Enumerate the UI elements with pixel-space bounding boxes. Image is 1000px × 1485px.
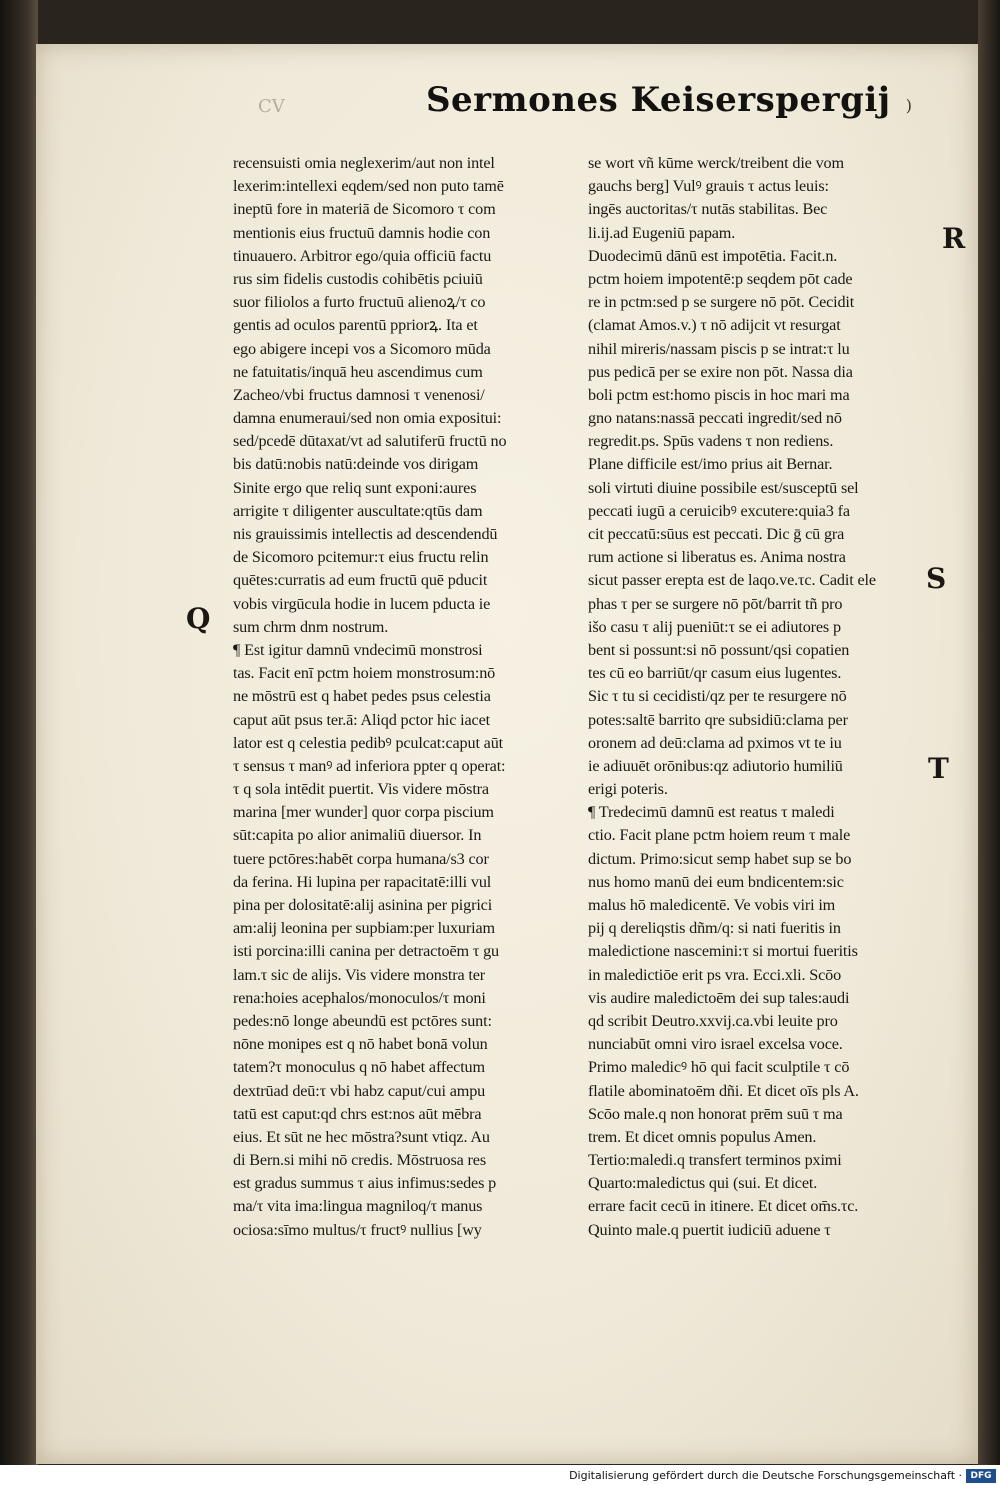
text-line: lator est q celestia pedibꝰ pculcat:caput aūt: [233, 733, 504, 752]
text-line: nus homo manū dei eum bndicentem:sic: [588, 872, 844, 891]
text-line: eius. Et sūt ne hec mōstra?sunt vtiqz. Au: [233, 1127, 490, 1146]
text-line: bent si possunt:si nō possunt/qsi copatien: [588, 640, 850, 659]
text-line: rus sim fidelis custodis cohibētis pciuiū: [233, 269, 483, 288]
text-line: pij q dereliqstis dñm/q: si nati fueritis in: [588, 919, 841, 938]
text-line: qd scribit Deutro.xxvij.ca.vbi leuite pro: [588, 1011, 838, 1030]
text-line: sed/pcedē dūtaxat/vt ad salutiferū fructū no: [233, 432, 507, 451]
text-line: ne fatuitatis/inquā heu ascendimus cum: [233, 362, 483, 381]
text-line: errare facit cecū in itinere. Et dicet om̄s.τc.: [588, 1197, 859, 1216]
text-line: tuere pctōres:habēt corpa humana/s3 cor: [233, 849, 489, 868]
text-line: caput aūt psus ter.ā: Aliqd pctor hic iacet: [233, 710, 490, 729]
text-line: τ sensus τ manꝰ ad inferiora ppter q operat:: [233, 756, 506, 775]
book-left-edge: [0, 0, 38, 1470]
text-line: Tertio:maledi.q transfert terminos pximi: [588, 1151, 842, 1170]
marginal-letter-q: Q: [186, 602, 211, 635]
text-line: malus hō maledicentē. Ve vobis viri im: [588, 896, 836, 914]
text-line: ociosa:sīmo multus/τ fructꝰ nullius [wy: [233, 1220, 482, 1239]
text-line: tatū est caput:qd chrs est:nos aūt mēbra: [233, 1104, 482, 1123]
text-line: Duodecimū dānū est impotētia. Facit.n.: [588, 246, 838, 265]
text-line: soli virtuti diuine possibile est/susceptū sel: [588, 478, 859, 497]
text-line: gentis ad oculos parentū ppriorꝝ. Ita et: [233, 316, 478, 335]
text-line: sum chrm dnm nostrum.: [233, 617, 389, 636]
text-line: suor filiolos a furto fructuū alienoꝝ/τ co: [233, 293, 486, 312]
text-line: τ q sola intēdit puertit. Vis videre mōstra: [233, 780, 489, 799]
text-line: gno natans:nassā peccati ingredit/sed nō: [588, 409, 842, 428]
text-line: vis audire maledictoēm dei sup tales:audi: [588, 988, 850, 1007]
text-line: Sinite ergo que reliq sunt exponi:aures: [233, 478, 477, 497]
text-line: pina per dolositatē:alij asinina per pigrici: [233, 896, 493, 914]
text-line: (clamat Amos.v.) τ nō adijcit vt resurgat: [588, 316, 841, 335]
book-page: [36, 44, 978, 1464]
text-line: est gradus summus τ aius infimus:sedes p: [233, 1174, 497, 1193]
dfg-logo: DFG: [966, 1469, 996, 1483]
book-right-edge: [978, 0, 1000, 1470]
text-line: arrigite τ diligenter auscultate:qtūs dam: [233, 501, 483, 520]
text-line: nunciabūt omni viro israel excelsa voce.: [588, 1035, 843, 1054]
text-line: pctm hoiem impotentē:p seqdem pōt cade: [588, 269, 853, 288]
text-line: regredit.ps. Spūs vadens τ non rediens.: [588, 432, 834, 451]
footer-credit: Digitalisierung gefördert durch die Deutsche Forschungsgemeinschaft ·: [569, 1469, 962, 1482]
text-line: ego abigere incepi vos a Sicomoro mūda: [233, 339, 491, 358]
text-line: isti porcina:illi canina per detractoēm τ gu: [233, 942, 500, 961]
text-line: cit peccatū:sūus est peccati. Dic ḡ cū gra: [588, 525, 845, 543]
marginal-letter-s: S: [926, 562, 947, 595]
text-line: Plane difficile est/imo prius ait Bernar.: [588, 455, 833, 474]
text-line: recensuisti omia neglexerim/aut non intel: [233, 154, 495, 172]
text-line: dextrūad deū:τ vbi habz caput/cui ampu: [233, 1081, 486, 1100]
text-line: in maledictiōe erit ps vra. Ecci.xli. Scōo: [588, 965, 842, 984]
text-line: di Bern.si mihi nō credis. Mōstruosa res: [233, 1151, 486, 1170]
text-line: Primo maledicꝰ hō qui facit sculptile τ cō: [588, 1058, 850, 1077]
text-line: nihil mireris/nassam piscis p se intrat:τ lu: [588, 339, 850, 358]
text-line: flatile abominatoēm dñi. Et dicet oīs pls A.: [588, 1081, 859, 1100]
text-line: lexerim:intellexi eqdem/sed non puto tamē: [233, 177, 504, 196]
text-line: peccati iugū a ceruicibꝰ excutere:quia3 fa: [588, 501, 850, 520]
text-line: Sic τ tu si cecidisti/qz per te resurgere nō: [588, 687, 847, 706]
footer-bar: [0, 1465, 1000, 1485]
text-line: Quinto male.q puertit iudiciū aduene τ: [588, 1220, 831, 1239]
text-line: Zacheo/vbi fructus damnosi τ venenosi/: [233, 385, 485, 404]
marginal-letter-t: T: [928, 752, 949, 785]
text-line: quētes:curratis ad eum fructū quē pducit: [233, 571, 488, 590]
corner-mark: ): [905, 96, 912, 115]
text-line: gauchs berg] Vulꝰ grauis τ actus leuis:: [588, 177, 829, 196]
text-line: ma/τ vita ima:lingua magniloq/τ manus: [233, 1197, 483, 1216]
text-line: trem. Et dicet omnis populus Amen.: [588, 1127, 817, 1146]
text-line: nōne monipes est q nō habet bonā volun: [233, 1035, 488, 1054]
text-line: pus pedicā per se exire non pōt. Nassa dia: [588, 362, 853, 381]
text-line: ie adiuuēt orōnibus:qz adiutorio humiliū: [588, 756, 843, 775]
text-line: pedes:nō longe abeundū est pctōres sunt:: [233, 1011, 492, 1030]
running-title: Sermones Keiserspergij: [426, 80, 891, 120]
text-line: se wort vñ kūme werck/treibent die vom: [588, 154, 844, 172]
text-line: tinuauero. Arbitror ego/quia officiū factu: [233, 246, 492, 265]
text-line: ctio. Facit plane pctm hoiem reum τ male: [588, 826, 851, 845]
text-line: tes cū eo barriūt/qr casum eius lugentes.: [588, 664, 842, 683]
text-line: de Sicomoro pcitemur:τ eius fructu relin: [233, 548, 489, 567]
folio-mark: CV: [258, 96, 285, 117]
text-line: boli pctm est:homo piscis in hoc mari ma: [588, 385, 850, 404]
text-line: vobis virgūcula hodie in lucem pducta ie: [233, 594, 491, 613]
text-line: Scōo male.q non honorat prēm suū τ ma: [588, 1104, 843, 1123]
text-line: bis datū:nobis natū:deinde vos dirigam: [233, 455, 479, 474]
text-line: erigi poteris.: [588, 780, 668, 799]
text-line: oronem ad deū:clama ad pximos vt te iu: [588, 733, 842, 752]
text-line: am:alij leonina per supbiam:per luxuriam: [233, 919, 495, 938]
right-text-column: [588, 152, 938, 1242]
text-line: tatem?τ monoculus q nō habet affectum: [233, 1058, 485, 1077]
text-line: lam.τ sic de alijs. Vis videre monstra ter: [233, 965, 486, 984]
text-line: re in pctm:sed p se surgere nō pōt. Cecidit: [588, 293, 855, 312]
text-line: li.ij.ad Eugeniū papam.: [588, 223, 736, 242]
text-line: sūt:capita po alior animaliū diuersor. In: [233, 826, 482, 845]
text-line: Quarto:maledictus qui (sui. Et dicet.: [588, 1174, 818, 1193]
text-line: nis grauissimis intellectis ad descendendū: [233, 525, 498, 543]
text-line: dictum. Primo:sicut semp habet sup se bo: [588, 849, 852, 868]
text-line: ¶ Est igitur damnū vndecimū monstrosi: [233, 640, 483, 659]
text-line: ingēs auctoritas/τ nutās stabilitas. Bec: [588, 200, 828, 219]
marginal-letter-r: R: [942, 222, 966, 255]
text-line: sicut passer erepta est de laqo.ve.τc. Cadit ele: [588, 571, 876, 590]
text-line: da ferina. Hi lupina per rapacitatē:illi vul: [233, 872, 492, 891]
text-line: mentionis eius fructuū damnis hodie con: [233, 223, 491, 242]
text-line: potes:saltē barrito qre subsidiū:clama per: [588, 710, 848, 729]
text-line: phas τ per se surgere nō pōt/barrit tñ pro: [588, 594, 843, 613]
text-line: damna enumeraui/sed non omia expositui:: [233, 409, 502, 428]
text-line: ne mōstrū est q habet pedes psus celestia: [233, 687, 491, 706]
text-line: išo casu τ alij pueniūt:τ se ei adiutores p: [588, 617, 841, 636]
text-line: ¶ Tredecimū damnū est reatus τ maledi: [588, 803, 835, 822]
text-line: ineptū fore in materiā de Sicomoro τ com: [233, 200, 496, 219]
text-line: rum actione si liberatus es. Anima nostra: [588, 548, 846, 567]
text-line: maledictione nascemini:τ si mortui fueritis: [588, 942, 858, 961]
text-line: marina [mer wunder] quor corpa piscium: [233, 803, 494, 822]
text-line: rena:hoies acephalos/monoculos/τ moni: [233, 988, 486, 1007]
text-line: tas. Facit enī pctm hoiem monstrosum:nō: [233, 664, 496, 683]
left-text-column: [233, 152, 575, 1242]
